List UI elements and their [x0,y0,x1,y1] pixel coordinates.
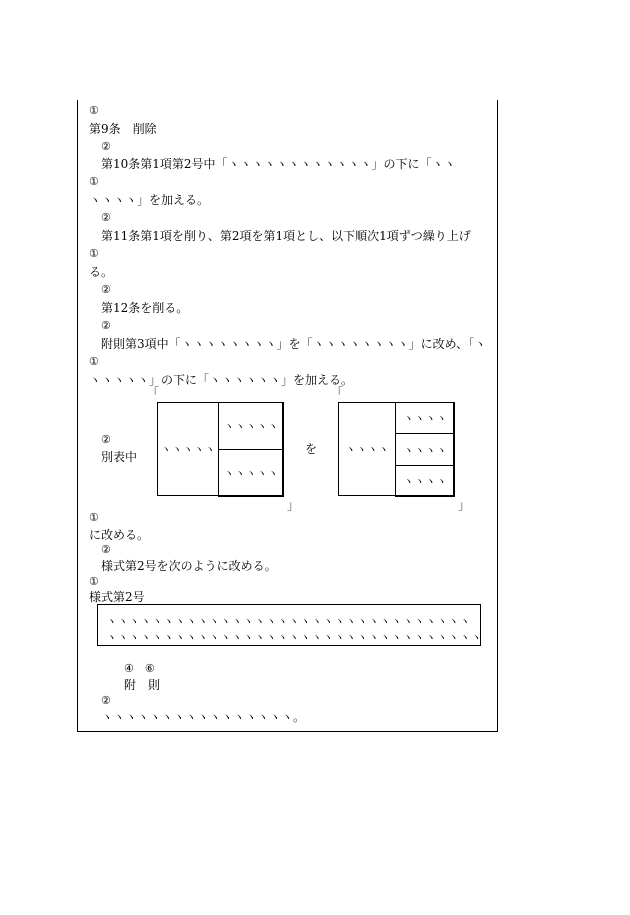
circled-mark: ② [101,319,111,332]
article-12-text: 第12条を削る。 [101,301,189,315]
close-bracket-left: 」 [287,498,300,512]
supplement-text: ヽヽヽヽヽヽヽヽヽヽヽヽヽヽヽヽ。 [101,710,306,724]
table-label: 別表中 [101,450,138,464]
new-table-main-cell: ヽヽヽヽ [338,402,396,496]
new-table [338,402,454,496]
form-2-box [97,604,481,646]
old-table [157,402,283,496]
article-9-text: 第9条 削除 [89,122,157,136]
close-bracket-right: 」 [458,498,471,512]
circled-mark: ② [101,433,111,446]
circled-mark: ② [101,283,111,296]
circled-mark: ② [101,211,111,224]
circled-mark: ② [101,140,111,153]
connector-wo: を [305,442,318,456]
circled-mark: ① [89,247,99,260]
form-2-revise-text: 様式第2号を次のように改める。 [101,559,277,573]
new-table-sub-cell: ヽヽヽヽ [395,433,455,466]
circled-mark: ② [101,543,111,556]
circled-mark: ① [89,104,99,117]
circled-mark: ① [89,175,99,188]
old-table-sub-cell: ヽヽヽヽヽ [218,402,284,450]
article-10-text: 第10条第1項第2号中「ヽヽヽヽヽヽヽヽヽヽヽヽ」の下に「ヽヽ [101,157,456,171]
new-table-sub-cell: ヽヽヽヽ [395,465,455,497]
article-11-text: 第11条第1項を削り、第2項を第1項とし、以下順次1項ずつ繰り上げ [101,229,471,243]
supplementary-3-text: 附則第3項中「ヽヽヽヽヽヽヽヽ」を「ヽヽヽヽヽヽヽヽ」に改め、「ヽ [101,337,487,351]
form-row: ヽヽヽヽヽヽヽヽヽヽヽヽヽヽヽヽヽヽヽヽヽヽヽヽヽヽヽヽヽヽヽヽヽ [106,631,483,644]
revise-text: に改める。 [89,528,150,542]
open-bracket-left: 「 [147,386,160,400]
article-10-cont: ヽヽヽヽ」を加える。 [89,193,210,207]
circled-mark: ① [89,355,99,368]
circled-mark: ② [101,694,111,707]
form-2-title: 様式第2号 [89,590,145,604]
form-row: ヽヽヽヽヽヽヽヽヽヽヽヽヽヽヽヽヽヽヽヽヽヽヽヽヽヽヽヽヽヽヽヽ [106,615,471,628]
article-11-cont: る。 [89,265,114,279]
open-bracket-right: 「 [331,386,344,400]
supplementary-3-cont: ヽヽヽヽヽ」の下に「ヽヽヽヽヽヽ」を加える。 [89,373,354,387]
circled-mark: ① [89,575,99,588]
old-table-main-cell: ヽヽヽヽヽ [157,402,219,496]
supplement-title: 附 則 [124,678,161,692]
circled-mark: ① [89,511,99,524]
old-table-sub-cell: ヽヽヽヽヽ [218,449,284,497]
circled-marks: ④ ⑥ [124,662,155,675]
new-table-sub-cell: ヽヽヽヽ [395,402,455,434]
